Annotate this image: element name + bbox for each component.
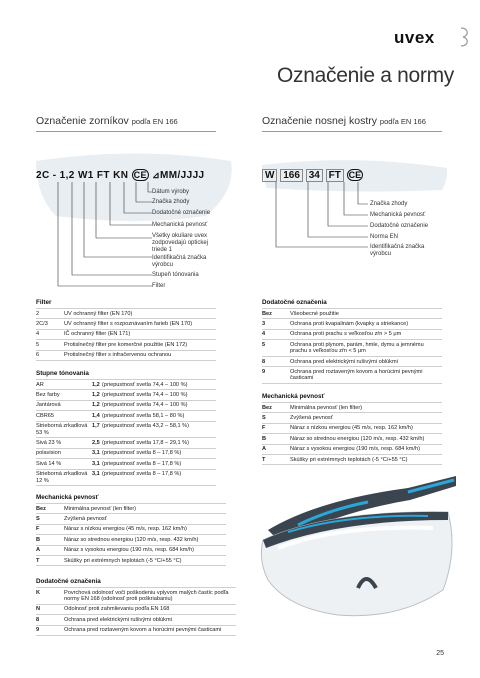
table-row: Bez Všeobecné použitie	[262, 309, 442, 319]
callout-label: Filter	[152, 283, 166, 289]
mech-right-heading: Mechanická pevnosť	[262, 393, 325, 400]
table-row: F Náraz s nízkou energiou (45 m/s, resp. 162 km/h)	[36, 524, 226, 534]
frame-marking-code: W 166 34 FT CE	[262, 170, 363, 181]
callout-label: Identifikačná značka výrobcu	[370, 244, 425, 257]
table-row: 9 Ochrana pred roztaveným kovom a horúcimi pevnými časticami	[36, 625, 236, 635]
divider	[262, 131, 442, 132]
filter-table	[36, 308, 216, 361]
table-row: AR 1,2 (priepustnosť svetla 74,4 – 100 %)	[36, 380, 216, 390]
brand-mark-icon	[457, 26, 471, 48]
table-row: T Skúšky pri extrémnych teplotách (-5 °C/+55 °C)	[36, 555, 226, 565]
table-row: 6 Protislnečný filter s infračervenou ochranou	[36, 350, 216, 360]
extra-left-table	[36, 587, 236, 636]
callout-label: Mechanická pevnosť	[370, 212, 426, 218]
filter-heading: Filter	[36, 299, 52, 306]
frame-callout-lines	[262, 182, 372, 250]
table-row: F Náraz s nízkou energiou (45 m/s, resp. 162 km/h)	[262, 423, 442, 433]
mech-left-heading: Mechanická pevnosť	[36, 494, 99, 501]
mech-left-table	[36, 503, 226, 566]
table-row: Sivá 14 % 3,1 (priepustnosť svetla 8 – 17,8 %)	[36, 459, 216, 469]
table-row: 2C/3 UV ochranný filter s rozpoznávaním farieb (EN 170)	[36, 319, 216, 329]
table-row: Jantárová 1,2 (priepustnosť svetla 74,4 – 100 %)	[36, 400, 216, 410]
divider	[36, 131, 216, 132]
mech-right-table	[262, 402, 442, 465]
table-row: 4 IČ ochranný filter (EN 171)	[36, 329, 216, 339]
lens-marking-code: 2C - 1,2 W1 FT KN CE ⊿MM/JJJJ	[36, 170, 205, 181]
callout-label: Dátum výroby	[152, 189, 190, 195]
table-row: T Skúšky pri extrémnych teplotách (-5 °C/+55 °C)	[262, 454, 442, 464]
tint-heading: Stupne tónovania	[36, 370, 89, 377]
right-section-title: Označenie nosnej kostry podľa EN 166	[262, 115, 426, 127]
callout-label: Mechanická pevnosť	[152, 222, 208, 228]
callout-label: Značka zhody	[370, 201, 408, 207]
table-row: Bez Minimálna pevnosť (len filter)	[262, 403, 442, 413]
table-row: B Náraz so strednou energiou (120 m/s, resp. 432 km/h)	[36, 535, 226, 545]
table-row: 8 Ochrana pred elektrickými rušivými oblúkmi	[36, 615, 236, 625]
table-row: A Náraz s vysokou energiou (190 m/s, resp. 684 km/h)	[36, 545, 226, 555]
table-row: 4 Ochrana proti prachu s veľkosťou zŕn > 5 μm	[262, 329, 442, 339]
table-row: 9 Ochrana pred roztaveným kovom a horúcimi pevnými časticami	[262, 367, 442, 384]
table-row: K Povrchová odolnosť voči poškodeniu vplyvom malých častíc podľa normy EN 168 (odolnosť proti poškriabaniu)	[36, 588, 236, 605]
table-row: polavision 3,1 (priepustnosť svetla 8 – 17,8 %)	[36, 448, 216, 458]
table-row: Bez farby 1,2 (priepustnosť svetla 74,4 – 100 %)	[36, 390, 216, 400]
extra-right-heading: Dodatočné označenia	[262, 299, 327, 306]
tint-table	[36, 379, 216, 486]
table-row: Sivá 23 % 2,5 (priepustnosť svetla 17,8 – 29,1 %)	[36, 438, 216, 448]
callout-label: Značka zhody	[152, 199, 190, 205]
callout-label: Stupeň tónovania	[152, 272, 199, 278]
table-row: A Náraz s vysokou energiou (190 m/s, resp. 684 km/h)	[262, 444, 442, 454]
table-row: S Zvýšená pevnosť	[36, 514, 226, 524]
lens-callout-lines	[36, 182, 156, 290]
table-row: 2 UV ochranný filter (EN 170)	[36, 309, 216, 319]
table-row: 5 Protislnečný filter pre komerčné použitie (EN 172)	[36, 340, 216, 350]
table-row: N Odolnosť proti zahmlievaniu podľa EN 168	[36, 604, 236, 614]
table-row: Bez Minimálna pevnosť (len filter)	[36, 504, 226, 514]
table-row: 3 Ochrana proti kvapalinám (kvapky a striekance)	[262, 319, 442, 329]
brand-logo: uvex	[394, 28, 435, 47]
table-row: S Zvýšená pevnosť	[262, 413, 442, 423]
page-number: 25	[436, 650, 444, 657]
table-row: CBR65 1,4 (priepustnosť svetla 58,1 – 80 %)	[36, 411, 216, 421]
callout-label: Norma EN	[370, 234, 399, 240]
callout-label: Všetky okuliare uvex zodpovedajú optickej triede 1	[152, 233, 209, 253]
callout-label: Dodatočné označenie	[370, 223, 429, 229]
extra-right-table	[262, 308, 442, 384]
table-row: Strieborná zrkadlová 12 % 3,1 (priepustnosť svetla 8 – 17,8 %)	[36, 469, 216, 486]
callout-label: Identifikačná značka výrobcu	[152, 255, 207, 268]
table-row: Strieborná zrkadlová 53 % 1,7 (priepustnosť svetla 43,2 – 58,1 %)	[36, 421, 216, 438]
callout-label: Dodatočné označenie	[152, 210, 211, 216]
table-row: 8 Ochrana pred elektrickými rušivými oblúkmi	[262, 356, 442, 366]
page-title: Označenie a normy	[277, 64, 454, 87]
extra-left-heading: Dodatočné označenia	[36, 578, 101, 585]
left-section-title: Označenie zorníkov podľa EN 166	[36, 115, 178, 127]
table-row: 5 Ochrana proti plynom, parám, hmle, dymu a jemnému prachu s veľkosťou zŕn < 5 μm	[262, 340, 442, 357]
safety-glasses-image	[258, 470, 458, 635]
table-row: B Náraz so strednou energiou (120 m/s, resp. 432 km/h)	[262, 434, 442, 444]
